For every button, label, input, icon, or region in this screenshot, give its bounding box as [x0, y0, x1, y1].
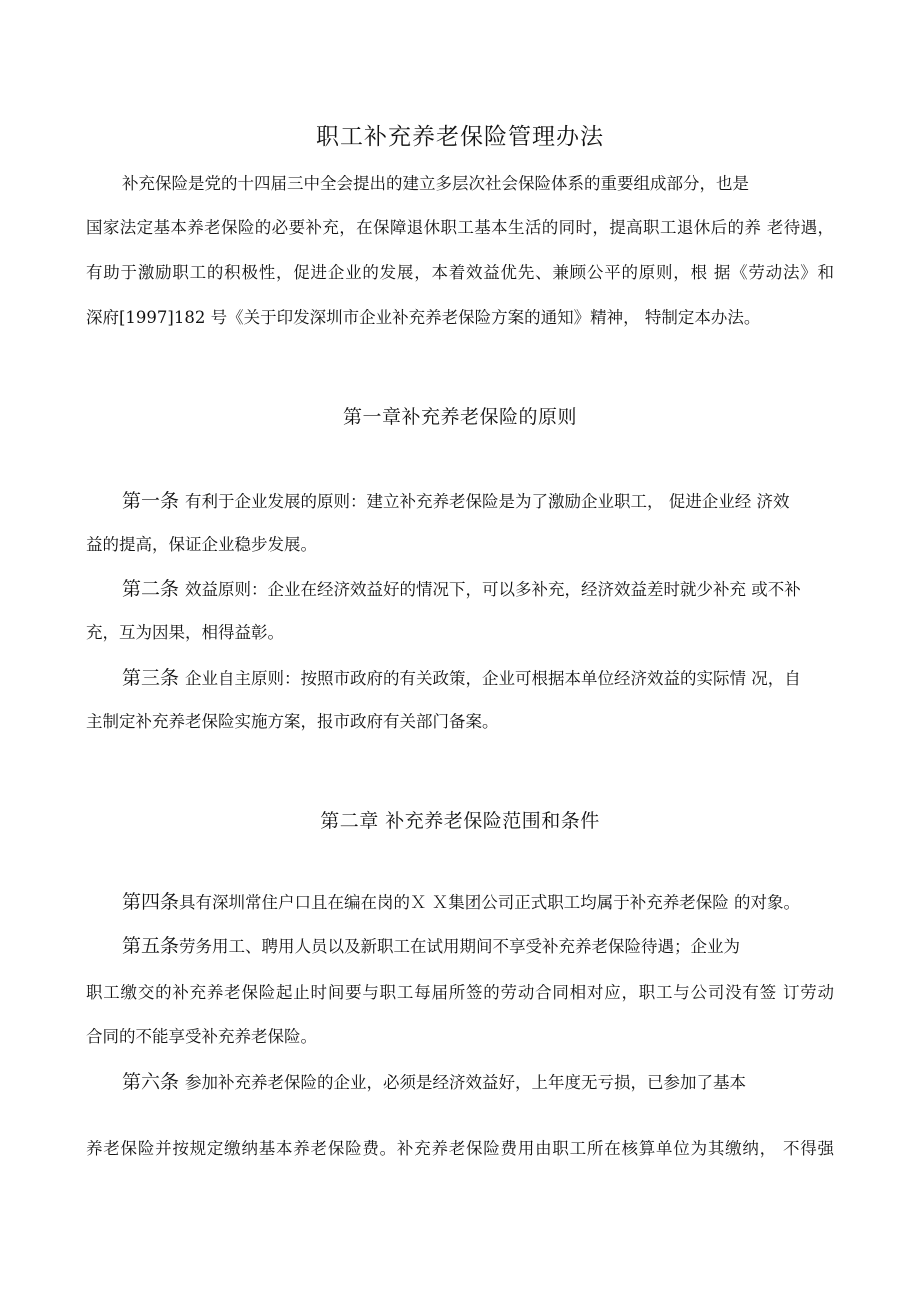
article-3-text: 企业自主原则：按照市政府的有关政策，企业可根据本单位经济效益的实际情 况，自 — [185, 669, 801, 688]
article-2-line-1 — [122, 577, 834, 602]
page-title: 职工补充养老保险管理办法 — [316, 124, 604, 150]
intro-line-4: 深府[1997]182 号《关于印发深圳市企业补充养老保险方案的通知》精神， 特制定本办法。 — [86, 308, 761, 327]
article-6-text: 参加补充养老保险的企业，必须是经济效益好，上年度无亏损，已参加了基本 — [185, 1073, 747, 1092]
article-5-label: 第五条 — [122, 935, 180, 957]
article-3-line-2: 主制定补充养老保险实施方案，报市政府有关部门备案。 — [86, 712, 499, 731]
article-2-label: 第二条 — [122, 578, 180, 600]
article-1-label: 第一条 — [122, 490, 180, 512]
article-6-line-1 — [122, 1070, 834, 1095]
article-1-text: 有利于企业发展的原则：建立补充养老保险是为了激励企业职工， 促进企业经 济效 — [185, 492, 790, 511]
article-5-line-1 — [122, 934, 834, 959]
intro-line-2: 国家法定基本养老保险的必要补充，在保障退休职工基本生活的同时，提高职工退休后的养 老待遇， — [86, 218, 834, 237]
article-2-line-2: 充，互为因果，相得益彰。 — [86, 623, 284, 642]
article-1-line-1 — [122, 489, 834, 514]
article-4-label: 第四条 — [122, 891, 180, 913]
article-5-text: 劳务用工、聘用人员以及新职工在试用期间不享受补充养老保险待遇；企业为 — [179, 937, 741, 956]
article-5-line-2: 职工缴交的补充养老保险起止时间要与职工每届所签的劳动合同相对应，职工与公司没有签 订劳动 — [86, 983, 834, 1002]
article-2-text: 效益原则：企业在经济效益好的情况下，可以多补充，经济效益差时就少补充 或不补 — [185, 580, 801, 599]
article-1-line-2: 益的提高，保证企业稳步发展。 — [86, 535, 317, 554]
article-4-text: 具有深圳常住户口且在编在岗的Ｘ Ｘ集团公司正式职工均属于补充养老保险 的对象。 — [179, 893, 801, 912]
article-5-line-3: 合同的不能享受补充养老保险。 — [86, 1027, 317, 1046]
article-3-label: 第三条 — [122, 667, 180, 689]
chapter-1-heading: 第一章补充养老保险的原则 — [342, 406, 577, 428]
article-3-line-1 — [122, 666, 834, 691]
article-4-line-1 — [122, 890, 834, 915]
intro-line-3: 有助于激励职工的积极性，促进企业的发展，本着效益优先、兼顾公平的原则，根 据《劳动法》和 — [86, 263, 834, 282]
article-6-line-2: 养老保险并按规定缴纳基本养老保险费。补充养老保险费用由职工所在核算单位为其缴纳， 不得强 — [86, 1139, 834, 1158]
intro-line-1: 补充保险是党的十四届三中全会提出的建立多层次社会保险体系的重要组成部分，也是 — [122, 174, 749, 193]
chapter-2-heading: 第二章 补充养老保险范围和条件 — [320, 810, 600, 832]
article-6-label: 第六条 — [122, 1071, 180, 1093]
